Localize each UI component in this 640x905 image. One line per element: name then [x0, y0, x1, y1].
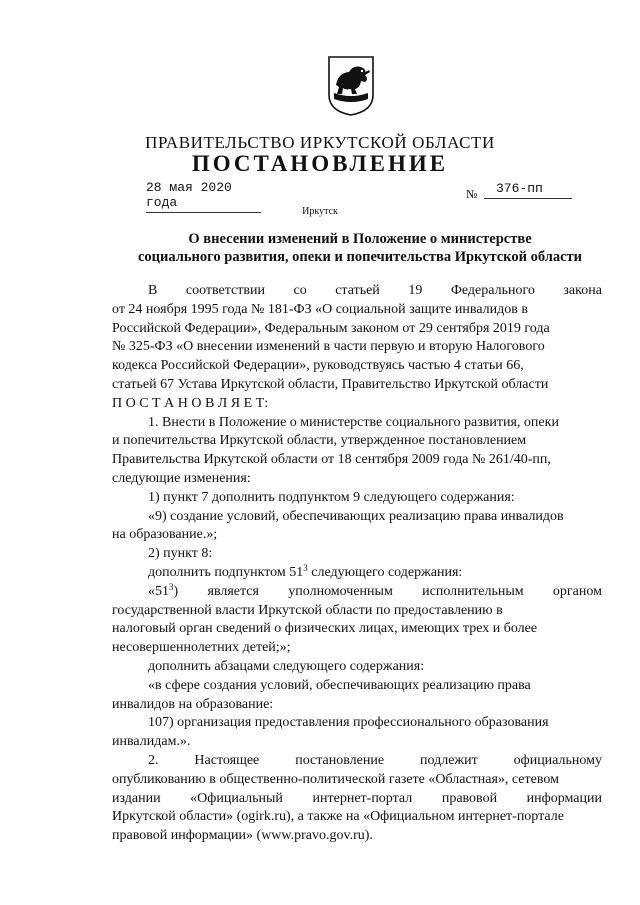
paragraph-line: 107) организация предоставления профессионального образования: [148, 715, 549, 731]
paragraph-line: «9) создание условий, обеспечивающих реализацию права инвалидов: [148, 508, 564, 524]
title-line: О внесении изменений в Положение о министерстве: [188, 231, 532, 247]
paragraph-line: правовой информации» (www.pravo.gov.ru).: [112, 828, 373, 844]
paragraph-line: дополнить подпунктом $51^3$ следующего содержания:: [148, 562, 463, 580]
document-title: [120, 230, 600, 266]
paragraph-line: 2) пункт 8:: [148, 546, 213, 562]
paragraph-line: 2. Настоящее постановление подлежит официальному: [148, 752, 602, 768]
paragraph-line: Иркутской области» (ogirk.ru), а также на «Официальном интернет-портале: [112, 809, 564, 825]
paragraph-line: государственной власти Иркутской области по предоставлению в: [112, 602, 503, 618]
paragraph-line: опубликованию в общественно-политической газете «Областная», сетевом: [112, 771, 559, 787]
title-line: социального развития, опеки и попечительства Иркутской области: [137, 249, 583, 265]
paragraph-line: «в сфере создания условий, обеспечивающих реализацию права: [148, 677, 531, 693]
coat-of-arms-icon: [327, 55, 375, 117]
paragraph-line: В соответствии со статьей 19 Федерального закона: [148, 283, 602, 298]
document-date: 28 мая 2020 года: [146, 180, 261, 213]
document-number: 376-пп: [484, 181, 572, 199]
paragraph-line: на образование.»;: [112, 527, 218, 543]
paragraph-line: налоговый орган сведений о физических лицах, имеющих трех и более: [112, 621, 538, 637]
paragraph-line: 1) пункт 7 дополнить подпунктом 9 следующего содержания:: [148, 489, 515, 505]
government-name: ПРАВИТЕЛЬСТВО ИРКУТСКОЙ ОБЛАСТИ: [145, 133, 495, 152]
number-sign: №: [466, 187, 478, 201]
paragraph-line: инвалидам.».: [112, 734, 191, 750]
paragraph-line: от 24 ноября 1995 года № 181-ФЗ «О социальной защите инвалидов в: [112, 301, 529, 317]
paragraph-line: несовершеннолетних детей;»;: [112, 640, 291, 656]
paragraph-line: 1. Внести в Положение о министерстве социального развития, опеки: [148, 414, 559, 430]
resolves-heading: П О С Т А Н О В Л Я Е Т:: [112, 395, 269, 411]
paragraph-line: инвалидов на образование:: [112, 696, 274, 712]
paragraph-line: следующие изменения:: [112, 470, 251, 486]
document-type: ПОСТАНОВЛЕНИЕ: [191, 151, 449, 176]
paragraph-line: кодекса Российской Федерации», руководствуясь частью 4 статьи 66,: [112, 358, 524, 374]
paragraph-line: Правительства Иркутской области от 18 сентября 2009 года № 261/40-пп,: [112, 452, 551, 468]
paragraph-line: Российской Федерации», Федеральным законом от 29 сентября 2019 года: [112, 320, 550, 336]
paragraph-line: статьей 67 Устава Иркутской области, Правительство Иркутской области: [112, 376, 549, 392]
paragraph-line: № 325-ФЗ «О внесении изменений в части первую и вторую Налогового: [112, 339, 545, 355]
city-name: Иркутск: [302, 206, 338, 217]
paragraph-line: дополнить абзацами следующего содержания:: [148, 658, 425, 674]
paragraph-line: издании «Официальный интернет-портал правовой информации: [112, 790, 602, 806]
paragraph-line: и попечительства Иркутской области, утвержденное постановлением: [112, 433, 527, 449]
paragraph-line: «$51^3$) является уполномоченным исполнительным органом: [148, 581, 602, 599]
document-body: [112, 282, 602, 846]
